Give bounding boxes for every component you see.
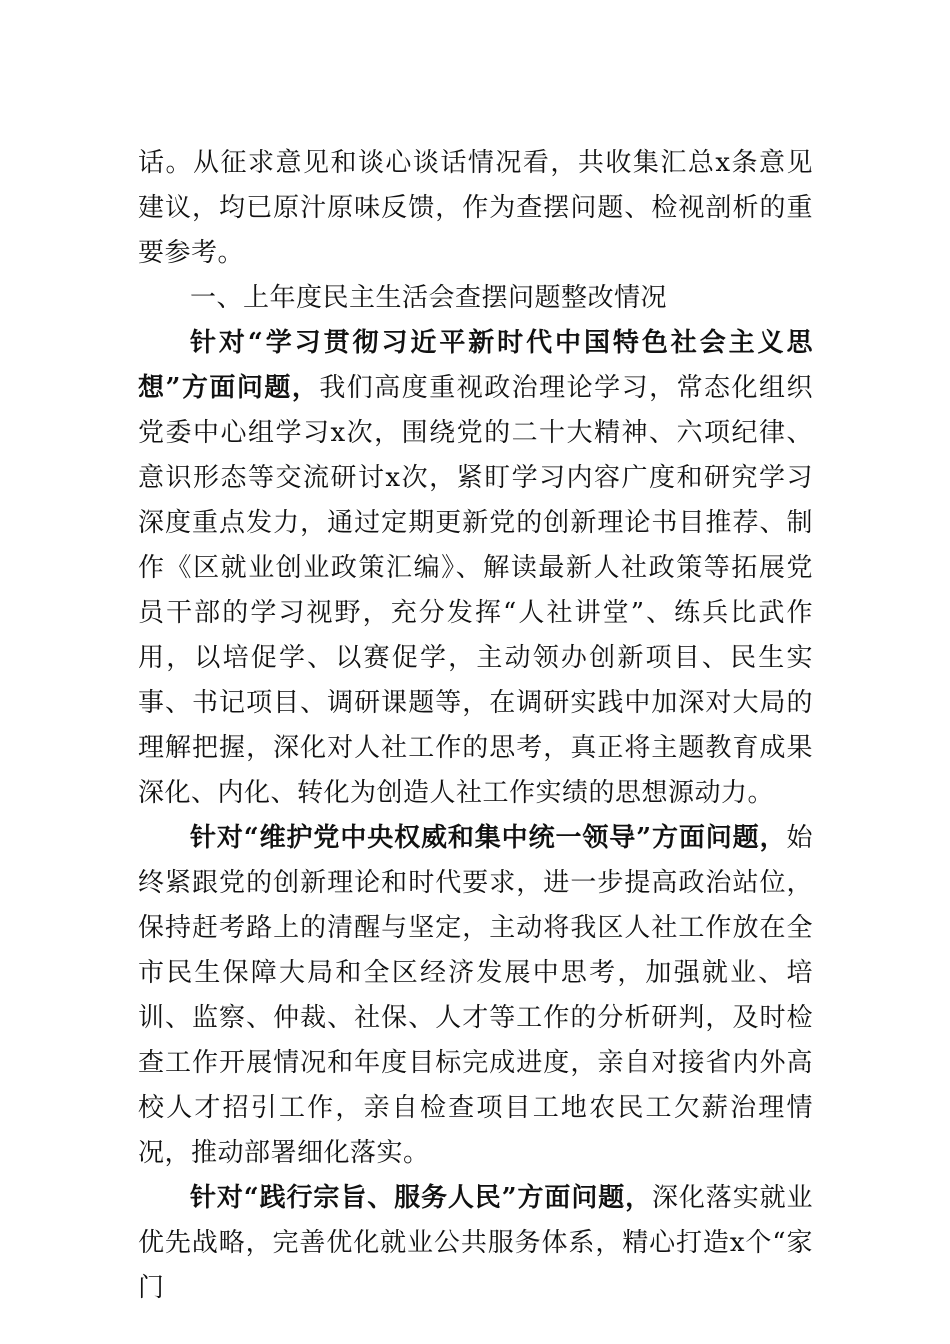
paragraph-text: 始终紧跟党的创新理论和时代要求，进一步提高政治站位，保持赶考路上的清醒与坚定，主动将我区人社工作放在全市民生保障大局和全区经济发展中思考，加强就业、培训、监察、仲裁、社保、人才等工作的分析研判，及时检查工作开展情况和年度目标完成进度，亲自对接省内外高校人才招引工作，亲自检查项目工地农民工欠薪治理情况，推动部署细化落实。 — [138, 823, 813, 1168]
paragraph-authority — [138, 816, 813, 1176]
paragraph-lead: 针对“维护党中央权威和集中统一领导”方面问题， — [190, 823, 787, 853]
paragraph-text: 我们高度重视政治理论学习，常态化组织党委中心组学习x次，围绕党的二十大精神、六项纪律、意识形态等交流研讨x次，紧盯学习内容广度和研究学习深度重点发力，通过定期更新党的创新理论书目推荐、制作《区就业创业政策汇编》、解读最新人社政策等拓展党员干部的学习视野，充分发挥“人社讲堂”、练兵比武作用，以培促学、以赛促学，主动领办创新项目、民生实事、书记项目、调研课题等，在调研实践中加深对大局的理解把握，深化对人社工作的思考，真正将主题教育成果深化、内化、转化为创造人社工作实绩的思想源动力。 — [138, 373, 813, 808]
paragraph-service — [138, 1176, 813, 1311]
paragraph-lead: 针对“学习贯彻习近平新时代中国特色社会主义思想”方面问题， — [138, 328, 813, 403]
document-body — [138, 141, 813, 1311]
section-heading — [138, 276, 813, 321]
paragraph-lead: 针对“践行宗旨、服务人民”方面问题， — [190, 1183, 653, 1213]
paragraph-continuation — [138, 141, 813, 276]
paragraph-text: 深化落实就业优先战略，完善优化就业公共服务体系，精心打造x个“家门 — [138, 1183, 813, 1303]
heading-text: 一、上年度民主生活会查摆问题整改情况 — [190, 283, 668, 313]
paragraph-study — [138, 321, 813, 816]
paragraph-text: 话。从征求意见和谈心谈话情况看，共收集汇总x条意见建议，均已原汁原味反馈，作为查摆问题、检视剖析的重要参考。 — [138, 148, 813, 268]
